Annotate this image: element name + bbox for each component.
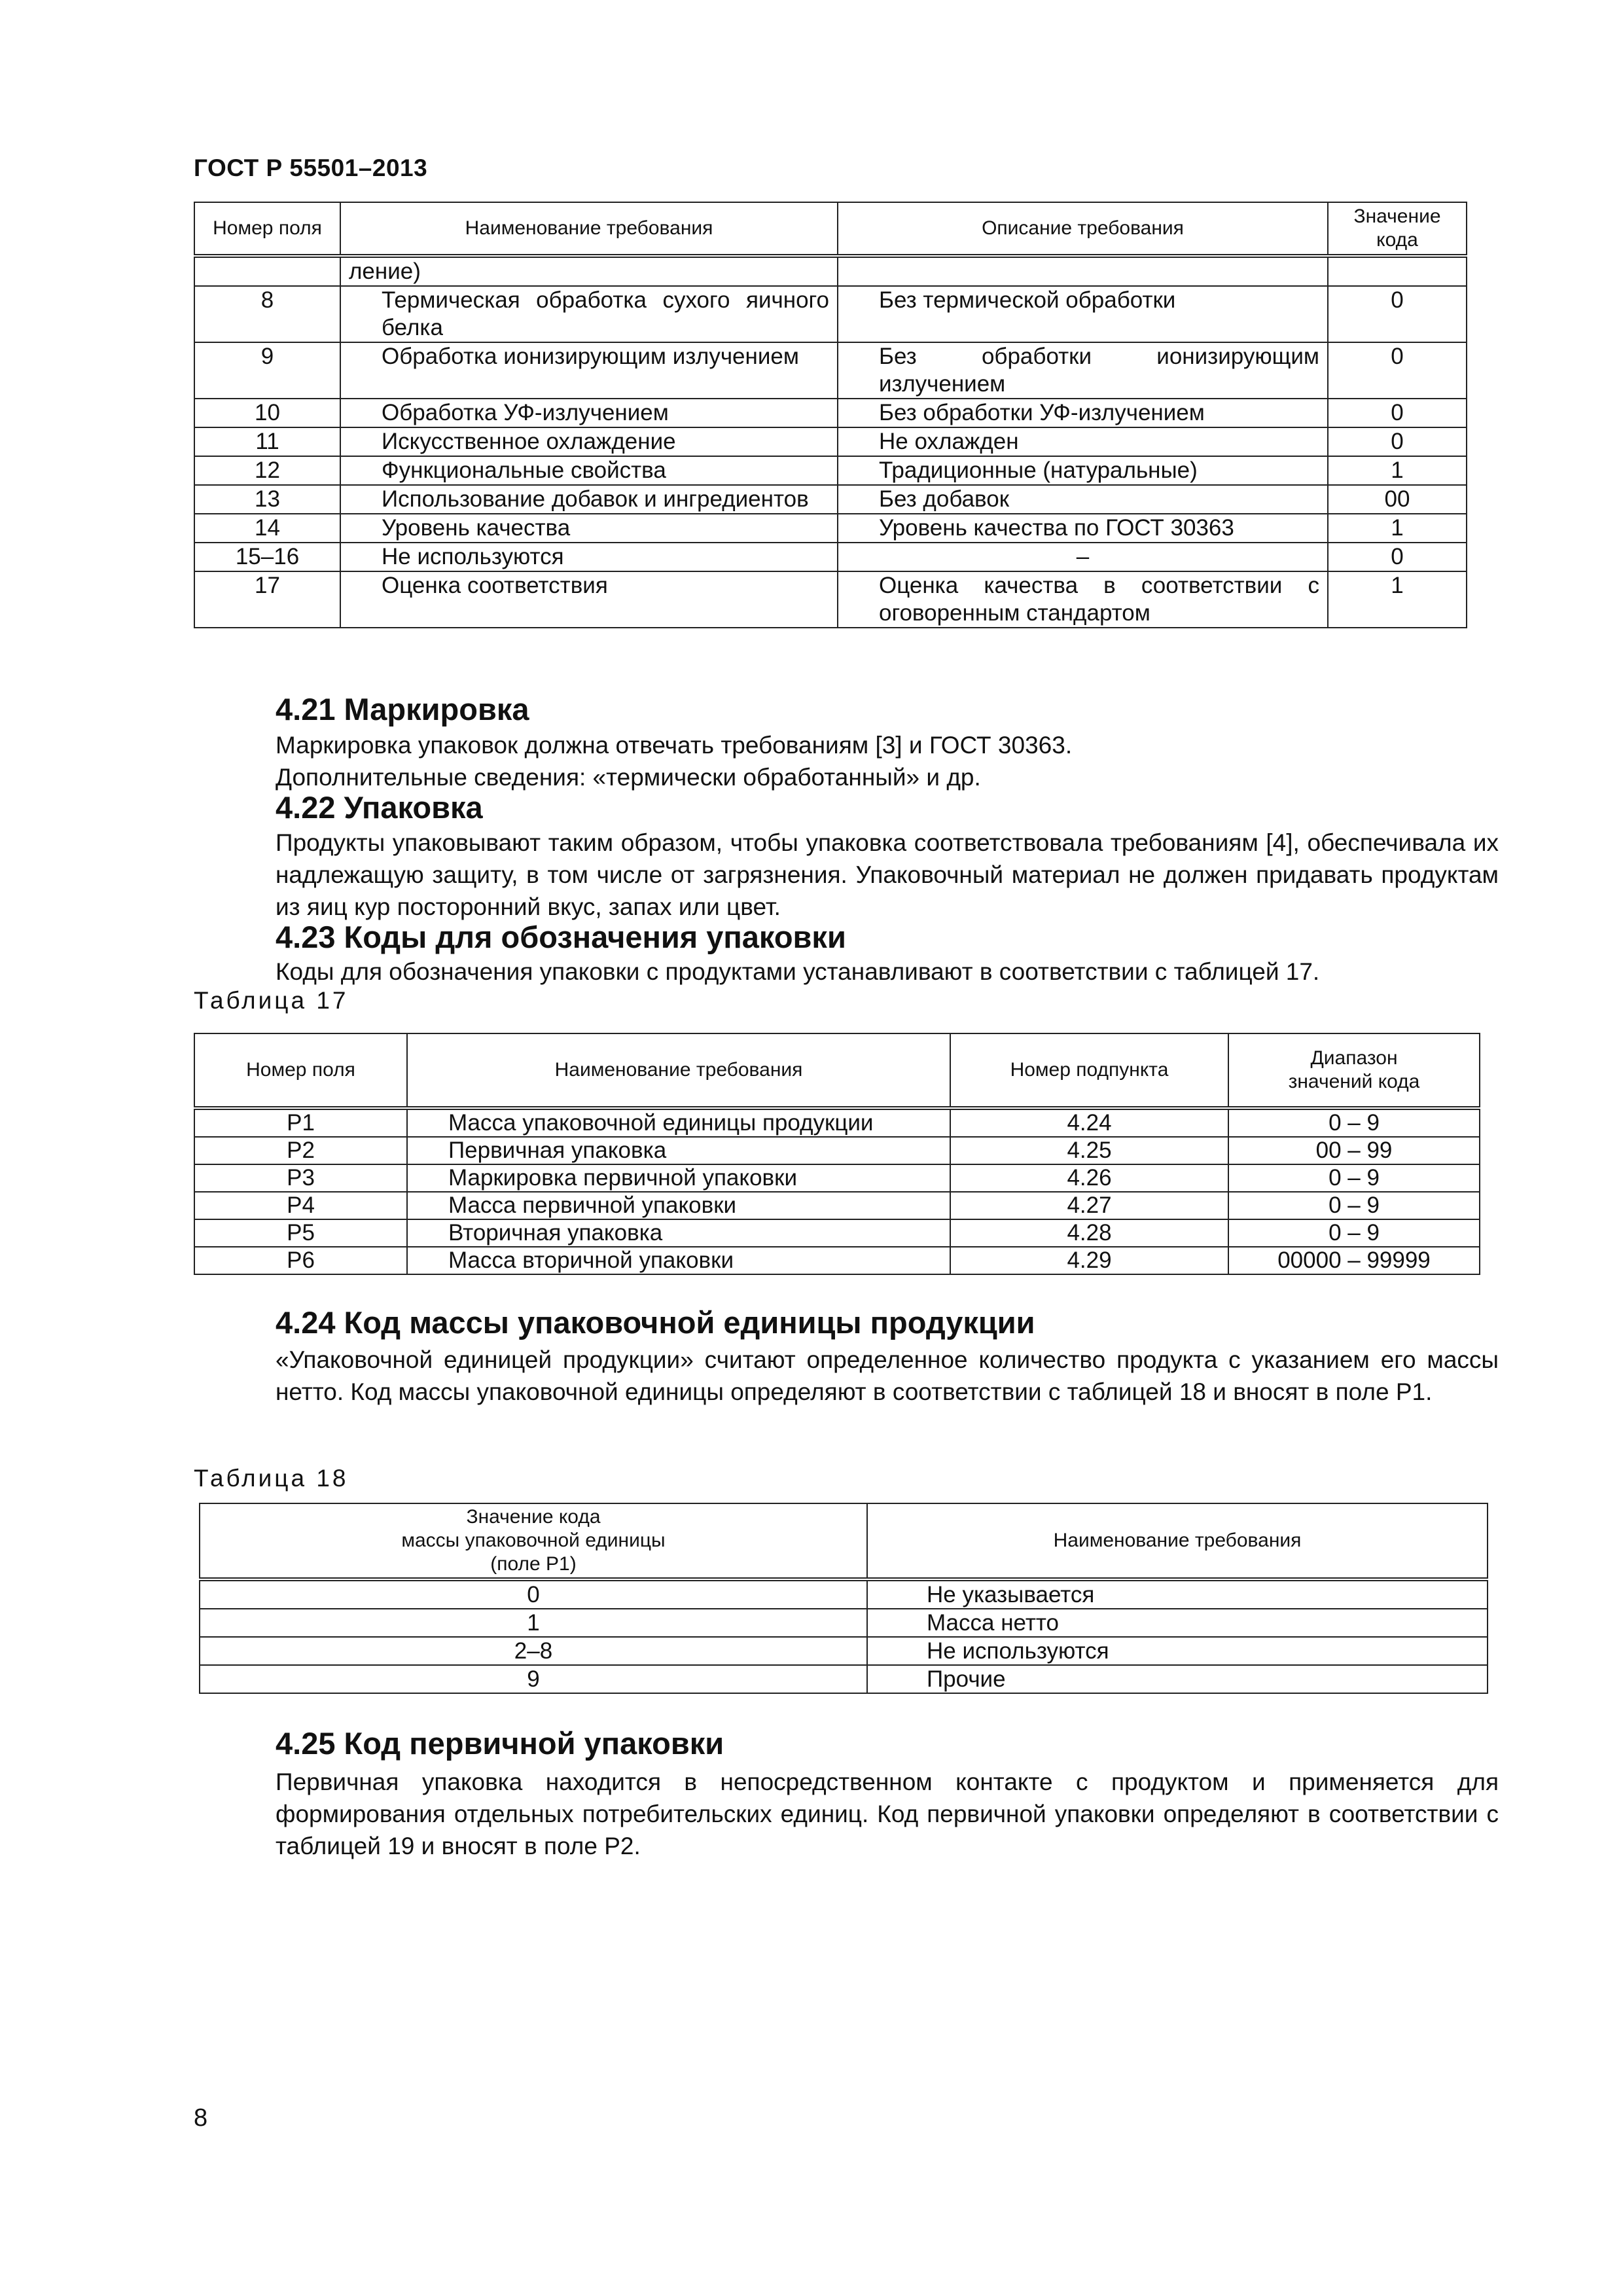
- table-row: [194, 286, 1467, 342]
- cell-field-number: [194, 256, 340, 286]
- header-line: массы упаковочной единицы: [401, 1530, 666, 1551]
- cell-description: Без обработки ионизирующим излучением: [838, 342, 1328, 399]
- cell-requirement-name: Масса упаковочной единицы продукции: [407, 1108, 950, 1137]
- table-row: [194, 342, 1467, 399]
- header-requirement-name: Наименование требования: [340, 202, 838, 256]
- table-row: [194, 1164, 1480, 1192]
- cell-subclause: 4.28: [950, 1219, 1228, 1247]
- page-number: 8: [194, 2104, 208, 2132]
- cell-subclause: 4.24: [950, 1108, 1228, 1137]
- cell-code-value: 9: [200, 1665, 867, 1693]
- table-row: [200, 1579, 1488, 1609]
- table-row: [194, 571, 1467, 628]
- section-heading-4-21: 4.21 Маркировка: [276, 692, 529, 726]
- section-4-22-text: [194, 827, 1499, 923]
- table-row: [194, 1247, 1480, 1274]
- paragraph: Продукты упаковывают таким образом, чтобы упаковка соответствовала требованиям [4], обеспечивала их надлежащую защиту, в том числе от загрязнения. Упаковочный материал не должен придавать продуктам из яиц кур посторонний вкус, запах или цвет.: [276, 829, 1499, 920]
- cell-requirement-name: Термическая обработка сухого яичного белка: [340, 286, 838, 342]
- cell-code: 0: [1328, 543, 1467, 571]
- header-line: (поле Р1): [490, 1553, 577, 1575]
- table-17-caption: Таблица 17: [194, 987, 349, 1014]
- paragraph: Коды для обозначения упаковки с продуктами устанавливают в соответствии с таблицей 17.: [276, 958, 1320, 985]
- cell-requirement-name: Оценка соответствия: [340, 571, 838, 628]
- cell-description: Уровень качества по ГОСТ 30363: [838, 514, 1328, 543]
- table-18-caption: Таблица 18: [194, 1465, 349, 1492]
- cell-code: 1: [1328, 571, 1467, 628]
- section-4-24-text: [194, 1344, 1499, 1408]
- cell-description: Не охлажден: [838, 427, 1328, 456]
- section-heading-4-23: 4.23 Коды для обозначения упаковки: [276, 920, 846, 954]
- section-4-21-text: [194, 729, 1499, 793]
- table-16-continuation: [194, 202, 1467, 628]
- paragraph: «Упаковочной единицей продукции» считают определенное количество продукта с указанием его массы нетто. Код массы упаковочной единицы определяют в соответствии с таблицей 18 и вносят в поле Р1.: [276, 1346, 1499, 1405]
- cell-field-number: 9: [194, 342, 340, 399]
- table-row: [194, 514, 1467, 543]
- header-field-number: Номер поля: [194, 1033, 407, 1108]
- table-row: [200, 1609, 1488, 1637]
- cell-field-number: 17: [194, 571, 340, 628]
- cell-requirement-name: Искусственное охлаждение: [340, 427, 838, 456]
- section-heading-4-24: 4.24 Код массы упаковочной единицы продукции: [276, 1305, 1035, 1340]
- cell-requirement-name: Использование добавок и ингредиентов: [340, 485, 838, 514]
- cell-range: 0 – 9: [1228, 1192, 1480, 1219]
- header-subclause-number: Номер подпункта: [950, 1033, 1228, 1108]
- cell-requirement-name: Масса вторичной упаковки: [407, 1247, 950, 1274]
- cell-range: 0 – 9: [1228, 1108, 1480, 1137]
- table-row: [200, 1637, 1488, 1665]
- cell-subclause: 4.27: [950, 1192, 1228, 1219]
- cell-description: [838, 256, 1328, 286]
- paragraph: Дополнительные сведения: «термически обработанный» и др.: [276, 764, 981, 791]
- cell-requirement-name: Маркировка первичной упаковки: [407, 1164, 950, 1192]
- cell-field-number: 11: [194, 427, 340, 456]
- cell-requirement-name: Не используются: [867, 1637, 1488, 1665]
- section-4-25-text: [194, 1766, 1499, 1862]
- cell-requirement-name: Не указывается: [867, 1579, 1488, 1609]
- cell-requirement-name: Масса нетто: [867, 1609, 1488, 1637]
- cell-description: Оценка качества в соответствии с оговоренным стандартом: [838, 571, 1328, 628]
- cell-code: 0: [1328, 399, 1467, 427]
- section-heading-4-25: 4.25 Код первичной упаковки: [276, 1726, 724, 1761]
- cell-requirement-name: Обработка ионизирующим излучением: [340, 342, 838, 399]
- table-row: [194, 427, 1467, 456]
- paragraph: Маркировка упаковок должна отвечать требованиям [3] и ГОСТ 30363.: [276, 732, 1073, 759]
- cell-description: Без термической обработки: [838, 286, 1328, 342]
- cell-requirement-name: Масса первичной упаковки: [407, 1192, 950, 1219]
- table-row: [194, 256, 1467, 286]
- table-row: [194, 399, 1467, 427]
- cell-field-number: 12: [194, 456, 340, 485]
- cell-field: P3: [194, 1164, 407, 1192]
- section-4-23-text: [194, 956, 1499, 988]
- cell-description: Без обработки УФ-излучением: [838, 399, 1328, 427]
- cell-requirement-name: Уровень качества: [340, 514, 838, 543]
- cell-field-number: 14: [194, 514, 340, 543]
- cell-code-value: 2–8: [200, 1637, 867, 1665]
- section-heading-4-22: 4.22 Упаковка: [276, 790, 483, 825]
- cell-field: P6: [194, 1247, 407, 1274]
- paragraph: Первичная упаковка находится в непосредственном контакте с продуктом и применяется для формирования отдельных потребительских единиц. Код первичной упаковки определяют в соответствии с таблицей 19 и вносят в поле Р2.: [276, 1768, 1499, 1859]
- table-row: [194, 543, 1467, 571]
- cell-description: Традиционные (натуральные): [838, 456, 1328, 485]
- cell-field-number: 13: [194, 485, 340, 514]
- cell-requirement-name: Первичная упаковка: [407, 1137, 950, 1164]
- cell-code: [1328, 256, 1467, 286]
- cell-requirement-name: Функциональные свойства: [340, 456, 838, 485]
- cell-description: –: [838, 543, 1328, 571]
- cell-range: 00 – 99: [1228, 1137, 1480, 1164]
- cell-field-number: 8: [194, 286, 340, 342]
- cell-code: 0: [1328, 342, 1467, 399]
- cell-requirement-name: Не используются: [340, 543, 838, 571]
- cell-requirement-name: Обработка УФ-излучением: [340, 399, 838, 427]
- header-code-value: [200, 1503, 867, 1579]
- table-header-row: [200, 1503, 1488, 1579]
- cell-code-value: 0: [200, 1579, 867, 1609]
- header-code-value: Значение кода: [1328, 202, 1467, 256]
- header-field-number: Номер поля: [194, 202, 340, 256]
- table-row: [194, 1108, 1480, 1137]
- cell-field: P2: [194, 1137, 407, 1164]
- table-row: [194, 1192, 1480, 1219]
- cell-field-number: 10: [194, 399, 340, 427]
- table-header-row: [194, 1033, 1480, 1108]
- table-row: [194, 1137, 1480, 1164]
- cell-subclause: 4.25: [950, 1137, 1228, 1164]
- cell-requirement-name: ление): [340, 256, 838, 286]
- cell-requirement-name: Вторичная упаковка: [407, 1219, 950, 1247]
- cell-field: P5: [194, 1219, 407, 1247]
- table-row: [200, 1665, 1488, 1693]
- header-code-range: Диапазон значений кода: [1228, 1033, 1480, 1108]
- cell-subclause: 4.26: [950, 1164, 1228, 1192]
- header-line: Значение кода: [466, 1506, 601, 1528]
- cell-field-number: 15–16: [194, 543, 340, 571]
- cell-requirement-name: Прочие: [867, 1665, 1488, 1693]
- cell-code: 00: [1328, 485, 1467, 514]
- cell-field: P1: [194, 1108, 407, 1137]
- cell-code: 1: [1328, 514, 1467, 543]
- table-row: [194, 485, 1467, 514]
- table-row: [194, 456, 1467, 485]
- cell-range: 0 – 9: [1228, 1164, 1480, 1192]
- cell-code: 1: [1328, 456, 1467, 485]
- cell-subclause: 4.29: [950, 1247, 1228, 1274]
- cell-field: P4: [194, 1192, 407, 1219]
- table-18: [199, 1503, 1488, 1694]
- cell-code-value: 1: [200, 1609, 867, 1637]
- cell-range: 0 – 9: [1228, 1219, 1480, 1247]
- header-requirement-description: Описание требования: [838, 202, 1328, 256]
- table-header-row: [194, 202, 1467, 256]
- cell-code: 0: [1328, 427, 1467, 456]
- header-requirement-name: Наименование требования: [407, 1033, 950, 1108]
- document-code: ГОСТ Р 55501–2013: [194, 154, 428, 181]
- cell-code: 0: [1328, 286, 1467, 342]
- header-requirement-name: Наименование требования: [867, 1503, 1488, 1579]
- cell-description: Без добавок: [838, 485, 1328, 514]
- table-17: [194, 1033, 1480, 1275]
- cell-range: 00000 – 99999: [1228, 1247, 1480, 1274]
- table-row: [194, 1219, 1480, 1247]
